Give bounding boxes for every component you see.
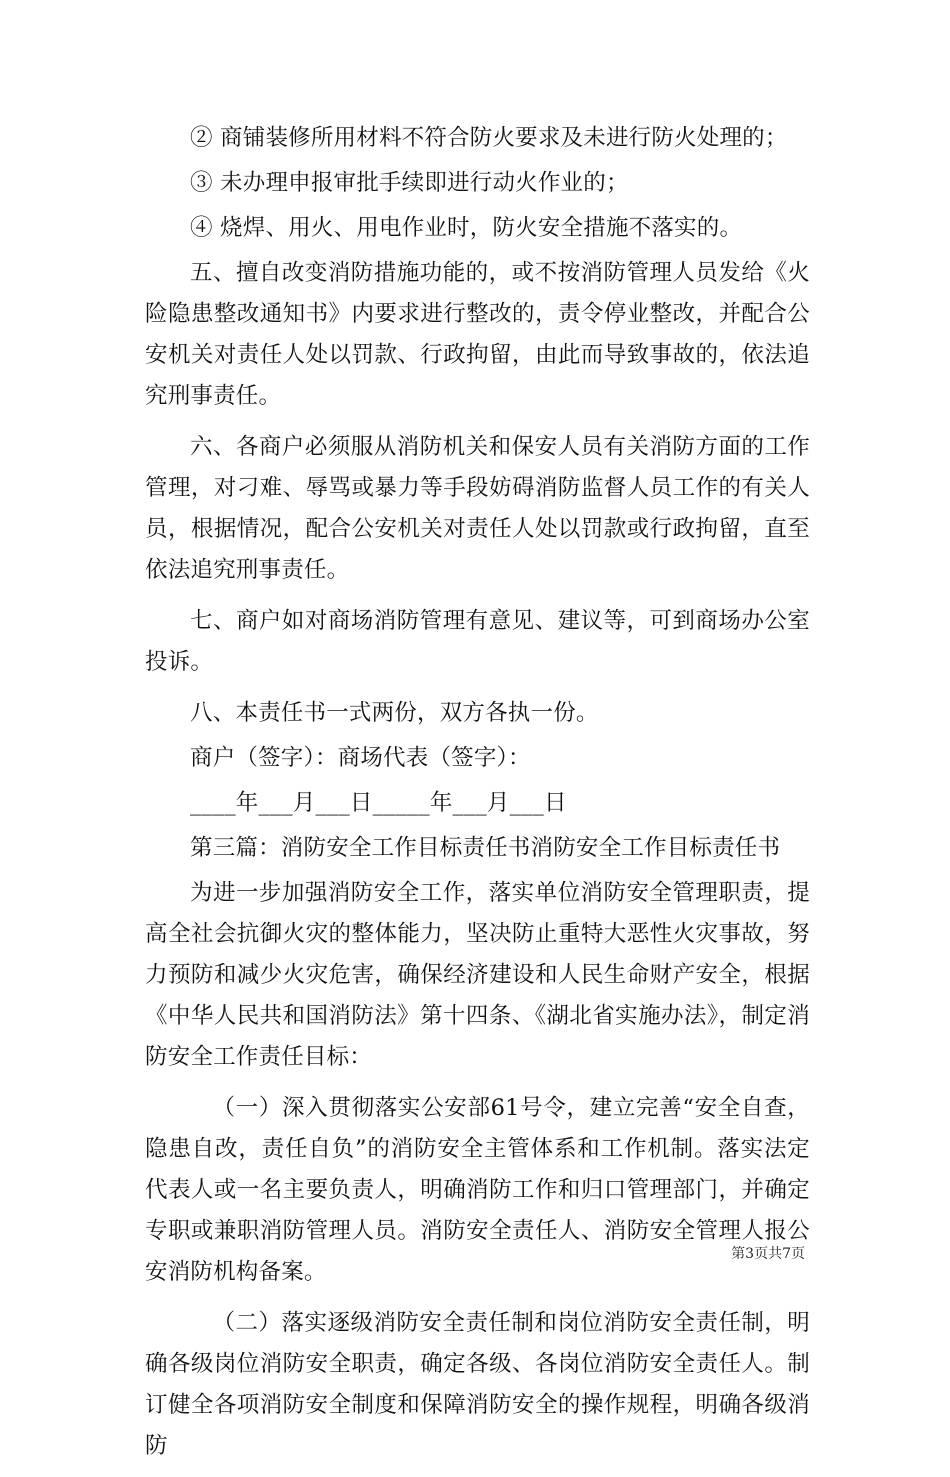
paragraph-clause-8: 八、本责任书一式两份，双方各执一份。 <box>190 700 599 726</box>
intro-paragraph: 为进一步加强消防安全工作，落实单位消防安全管理职责，提高全社会抗御火灾的整体能力，坚决防止重特大恶性火灾事故，努力预防和减少火灾危害，确保经济建设和人民生命财产安全，根据《中华人民共和国消防法》第十四条、《湖北省实施办法》，制定消防安全工作责任目标： <box>145 880 810 1070</box>
paragraph-clause-6: 六、各商户必须服从消防机关和保安人员有关消防方面的工作管理，对刁难、辱骂或暴力等手段妨碍消防监督人员工作的有关人员，根据情况，配合公安机关对责任人处以罚款或行政拘留，直至依法追究刑事责任。 <box>145 434 810 583</box>
document-body <box>145 118 810 1477</box>
paragraph-item-2: ② 商铺装修所用材料不符合防火要求及未进行防火处理的； <box>190 125 788 151</box>
paragraph-clause-5: 五、擅自改变消防措施功能的，或不按消防管理人员发给《火险隐患整改通知书》内要求进行整改的，责令停业整改，并配合公安机关对责任人处以罚款、行政拘留，由此而导致事故的，依法追究刑事责任。 <box>145 260 810 409</box>
date-line: ____年___月___日_____年___月___日 <box>190 790 567 816</box>
goal-item-1: （一）深入贯彻落实公安部61号令，建立完善“安全自查，隐患自改，责任自负”的消防安全主管体系和工作机制。落实法定代表人或一名主要负责人，明确消防工作和归口管理部门，并确定专职或兼职消防管理人员。消防安全责任人、消防安全管理人报公安消防机构备案。 <box>145 1095 810 1285</box>
signature-line: 商户（签字）：商场代表（签字）： <box>190 745 531 771</box>
paragraph-item-4: ④ 烧焊、用火、用电作业时，防火安全措施不落实的。 <box>190 215 743 241</box>
goal-item-2: （二）落实逐级消防安全责任制和岗位消防安全责任制，明确各级岗位消防安全职责，确定各级、各岗位消防安全责任人。制订健全各项消防安全制度和保障消防安全的操作规程，明确各级消防 <box>145 1310 810 1459</box>
paragraph-clause-7: 七、商户如对商场消防管理有意见、建议等，可到商场办公室投诉。 <box>145 608 810 675</box>
section-heading: 第三篇：消防安全工作目标责任书消防安全工作目标责任书 <box>190 835 781 861</box>
page-number: 第3页共7页 <box>731 1246 805 1262</box>
paragraph-item-3: ③ 未办理申报审批手续即进行动火作业的； <box>190 170 629 196</box>
